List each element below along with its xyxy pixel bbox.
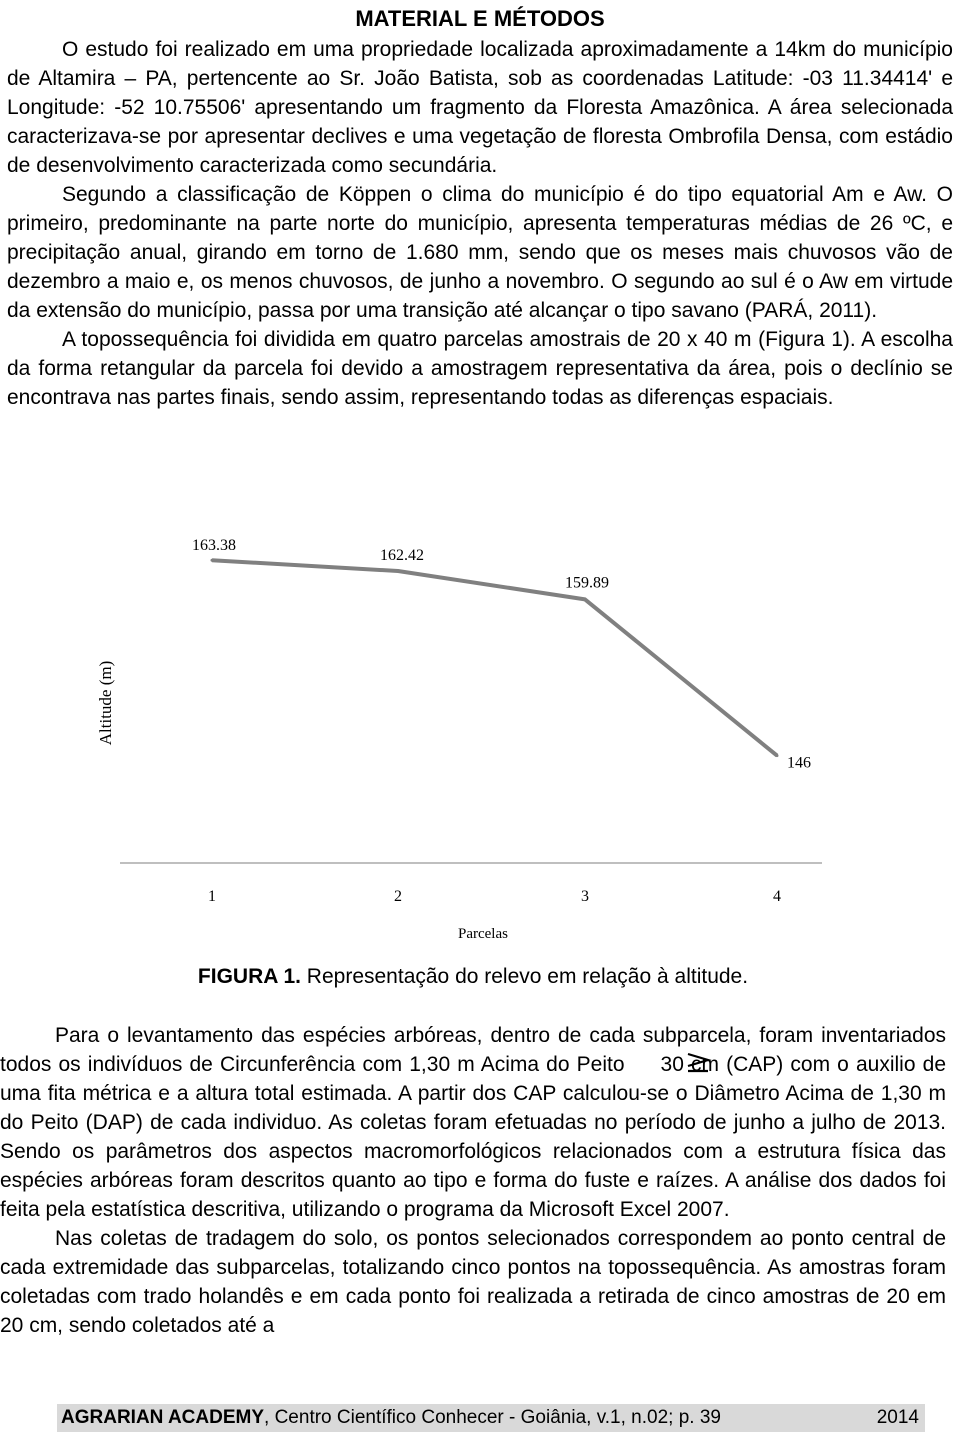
altitude-line-chart: [0, 520, 946, 950]
footer-journal-details: , Centro Científico Conhecer - Goiânia, v.1, n.02; p.: [264, 1407, 700, 1428]
paragraph-soil-sampling: Nas coletas de tradagem do solo, os pontos selecionados correspondem ao ponto central de cada extremidade das subparcelas, totalizando cinco pontos na topossequência. As amostras foram coletadas com trado holandês e em cada ponto foi realizada a retirada de cinco amostras de 20 em 20 cm, sendo coletados até a: [0, 1227, 946, 1337]
x-axis-title: Parcelas: [458, 926, 508, 942]
x-tick-label: 1: [208, 888, 216, 905]
data-label: 162.42: [380, 547, 424, 564]
footer-page-number: 39: [699, 1407, 721, 1428]
section-title: MATERIAL E MÉTODOS: [355, 6, 605, 31]
figure-caption-text: Representação do relevo em relação à altitude.: [300, 965, 749, 988]
greater-equal-icon: [629, 1052, 657, 1074]
data-point: [211, 559, 214, 562]
data-label: 163.38: [192, 537, 236, 555]
figure-altitude-chart: [0, 520, 946, 950]
figure-caption: [0, 962, 946, 991]
paragraph-inventory-part-a: Para o levantamento das espécies arbóreas, dentro de cada subparcela, foram inventariados todos os indivíduos de Circunferência com 1,30 m Acima do Peito: [0, 1024, 946, 1076]
x-tick-label: 2: [394, 888, 402, 905]
data-point: [584, 598, 587, 601]
paragraph-study-area: O estudo foi realizado em uma propriedade localizada aproximadamente a 14km do município de Altamira – PA, pertencente ao Sr. João Batista, sob as coordenadas Latitude: -03 11.34414' e Longitude: -52 10.75506' apresentando um fragmento da Floresta Amazônica. A área selecionada caracterizava-se por apresentar declives e uma vegetação de floresta Ombrofila Densa, com estádio de desenvolvimento caracterizada como secundária.: [7, 38, 953, 177]
data-label: 159.89: [565, 574, 609, 592]
data-label: 146: [787, 754, 811, 772]
footer-citation: [61, 1404, 721, 1432]
page-footer: [57, 1404, 925, 1432]
paragraph-toposequence: A topossequência foi dividida em quatro parcelas amostrais de 20 x 40 m (Figura 1). A escolha da forma retangular da parcela foi devido a amostragem representativa da área, pois o declínio se encontrava nas partes finais, sendo assim, representando todas as diferenças espaciais.: [7, 328, 953, 409]
x-tick-label: 4: [773, 888, 781, 905]
footer-year: 2014: [876, 1407, 919, 1428]
paragraph-inventory: [0, 1021, 946, 1224]
methods-continuation: [0, 1021, 946, 1340]
document-page: [7, 0, 953, 412]
paragraph-inventory-part-b: 30 cm (CAP) com o auxilio de uma fita métrica e a altura total estimada. A partir dos CAP calculou-se o Diâmetro Acima de 1,30 m do Peito (DAP) de cada individuo. As coletas foram efetuadas no período de junho a julho de 2013. Sendo os parâmetros dos aspectos macromorfológicos relacionados com a estrutura física das espécies arbóreas foram descritos quanto ao tipo e forma do fuste e raízes. A análise dos dados foi feita pela estatística descritiva, utilizando o programa da Microsoft Excel 2007.: [0, 1053, 946, 1221]
figure-caption-label: FIGURA 1.: [197, 965, 301, 988]
altitude-series-line: [212, 560, 777, 755]
footer-journal-name: AGRARIAN ACADEMY: [61, 1407, 265, 1428]
paragraph-climate: Segundo a classificação de Köppen o clima do município é do tipo equatorial Am e Aw. O primeiro, predominante na parte norte do município, apresenta temperaturas médias de 26 ºC, e precipitação anual, girando em torno de 1.680 mm, sendo que os meses mais chuvosos vão de dezembro a maio e, os menos chuvosos, de junho a novembro. O segundo ao sul é o Aw em virtude da extensão do município, passa por uma transição até alcançar o tipo savano (PARÁ, 2011).: [7, 183, 953, 322]
x-tick-label: 3: [581, 888, 589, 905]
data-point: [397, 570, 400, 573]
y-axis-title: Altitude (m): [96, 660, 115, 746]
data-point: [776, 754, 779, 757]
